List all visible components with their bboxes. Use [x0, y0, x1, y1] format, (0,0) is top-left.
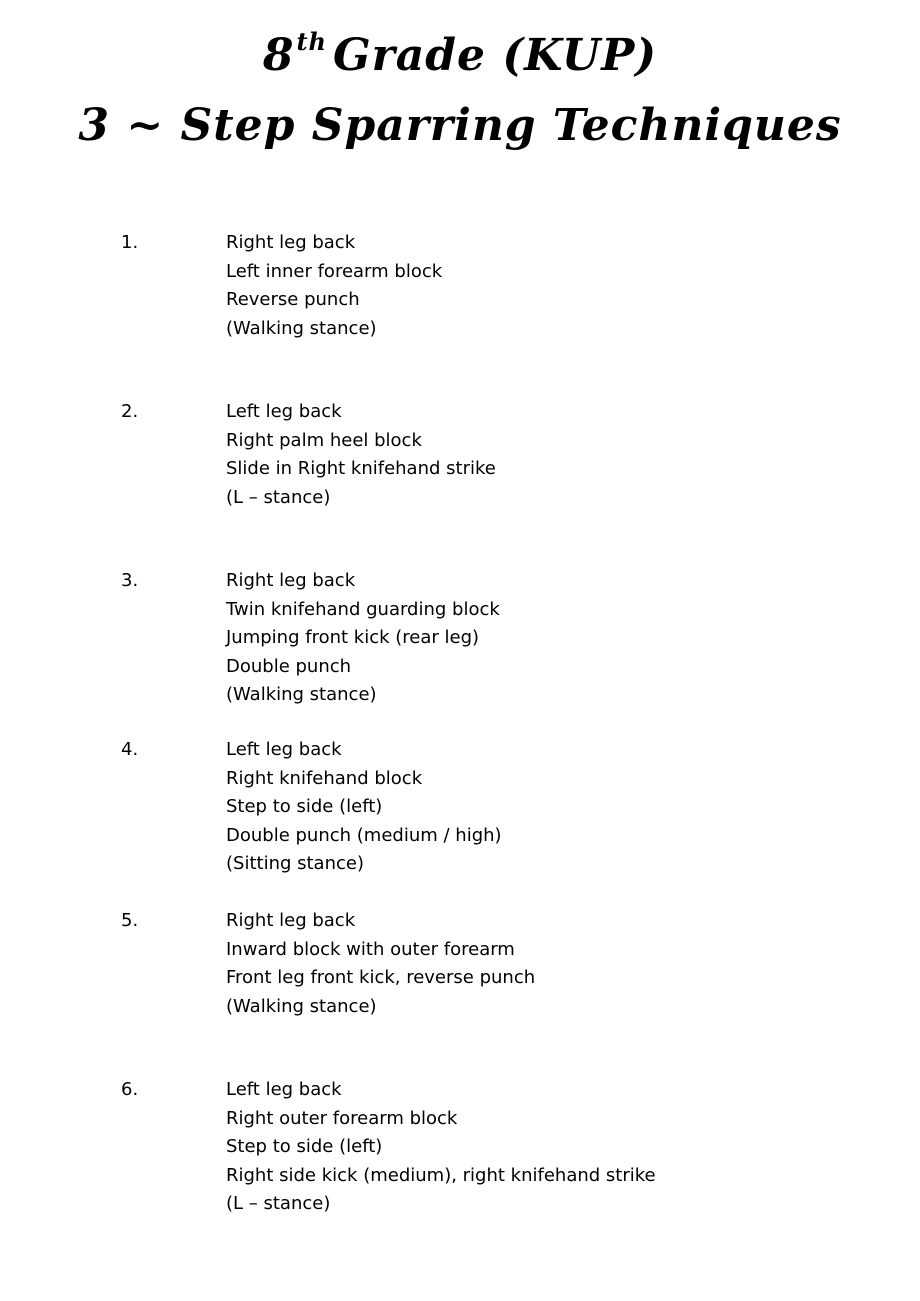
- technique-number: 4.: [121, 739, 139, 760]
- technique-stance: (L – stance): [226, 1193, 331, 1215]
- title-ordinal-number: 8: [262, 30, 295, 81]
- technique-step: Left leg back: [226, 1079, 342, 1100]
- technique-step: Twin knifehand guarding block: [226, 598, 500, 620]
- technique-stance: (Sitting stance): [226, 853, 364, 875]
- technique-steps: [226, 1076, 656, 1219]
- title-grade-text: Grade (KUP): [333, 30, 658, 81]
- technique-step: Right palm heel block: [226, 429, 422, 451]
- technique-step: Double punch: [226, 655, 352, 677]
- technique-number: 1.: [121, 232, 139, 253]
- technique-stance: (Walking stance): [226, 995, 377, 1017]
- technique-steps: [226, 736, 502, 879]
- page-title-sparring: 3 ~ Step Sparring Techniques: [78, 100, 842, 151]
- technique-number: 6.: [121, 1079, 139, 1100]
- technique-step: Step to side (left): [226, 1136, 383, 1158]
- technique-steps: [226, 567, 500, 710]
- technique-step: Right side kick (medium), right knifehand strike: [226, 1164, 656, 1186]
- technique-number: 5.: [121, 910, 139, 931]
- technique-step: Left leg back: [226, 739, 342, 760]
- technique-step: Right leg back: [226, 570, 356, 591]
- technique-step: Front leg front kick, reverse punch: [226, 967, 536, 989]
- technique-step: Slide in Right knifehand strike: [226, 458, 496, 480]
- technique-step: Left inner forearm block: [226, 260, 443, 282]
- page-title-grade: [0, 27, 920, 81]
- technique-stance: (Walking stance): [226, 317, 377, 339]
- technique-number: 3.: [121, 570, 139, 591]
- technique-number: 2.: [121, 401, 139, 422]
- technique-steps: [226, 907, 535, 1021]
- technique-step: Inward block with outer forearm: [226, 938, 515, 960]
- technique-step: Right outer forearm block: [226, 1107, 458, 1129]
- technique-step: Right knifehand block: [226, 767, 423, 789]
- technique-step: Reverse punch: [226, 289, 360, 311]
- title-ordinal-suffix: th: [296, 27, 328, 56]
- technique-stance: (Walking stance): [226, 684, 377, 706]
- technique-steps: [226, 229, 442, 343]
- technique-step: Right leg back: [226, 232, 356, 253]
- technique-step: Jumping front kick (rear leg): [226, 627, 480, 649]
- technique-step: Right leg back: [226, 910, 356, 931]
- technique-step: Left leg back: [226, 401, 342, 422]
- technique-steps: [226, 398, 496, 512]
- technique-step: Step to side (left): [226, 796, 383, 818]
- technique-stance: (L – stance): [226, 486, 331, 508]
- technique-step: Double punch (medium / high): [226, 824, 502, 846]
